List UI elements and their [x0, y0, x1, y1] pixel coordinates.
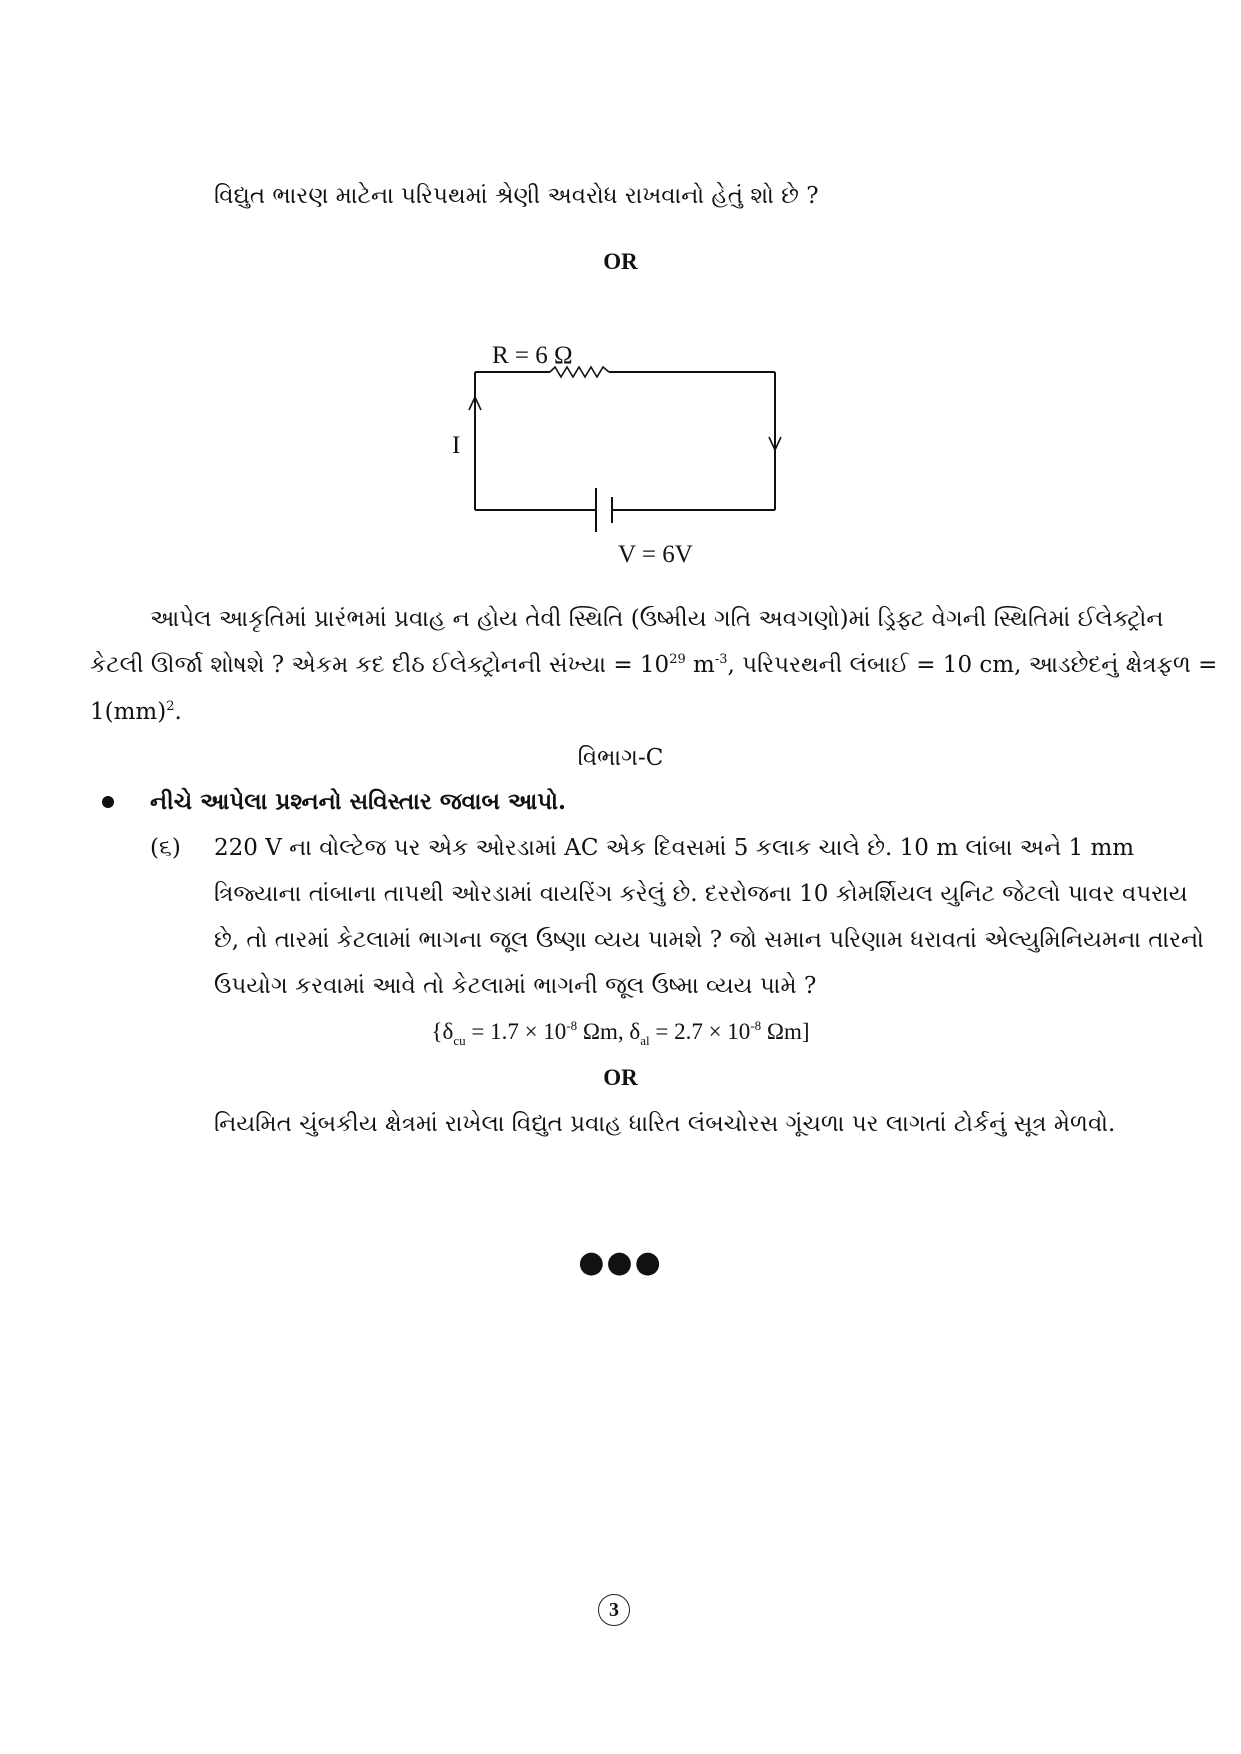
section-instruction: નીચે આપેલા પ્રશ્નનો સવિસ્તાર જવાબ આપો. — [150, 788, 566, 815]
question-text: વિદ્યુત ભારણ માટેના પરિપથમાં શ્રેણી અવરોધ રાખવાનો હેતું શો છે ? — [214, 183, 819, 209]
paragraph-line: આપેલ આકૃતિમાં પ્રારંભમાં પ્રવાહ ન હોય તેવી સ્થિતિ (ઉષ્મીય ગતિ અવગણો)માં ડ્રિફ્ટ વેગની સ્થિતિમાં ઈલેક્ટ્રોન — [150, 606, 1164, 632]
current-label: I — [452, 432, 461, 459]
section-title: વિભાગ-C — [577, 745, 664, 771]
voltage-label: V = 6V — [618, 541, 693, 565]
resistor-label: R = 6 Ω — [492, 342, 573, 369]
question-line: ત્રિજ્યાના તાંબાના તાપથી ઓરડામાં વાયરિંગ કરેલું છે. દરરોજના 10 કોમર્શિયલ યુનિટ જેટલો પાવર વપરાય — [214, 881, 1188, 907]
question-line: ઉપયોગ કરવામાં આવે તો કેટલામાં ભાગની જૂલ ઉષ્મા વ્યય પામે ? — [214, 973, 817, 999]
or-separator: OR — [603, 1065, 638, 1090]
paragraph-line: 1(mm)$^2$. — [90, 699, 182, 725]
end-marker: ●●● — [578, 1245, 663, 1280]
question-line: 220 V ના વોલ્ટેજ પર એક ઓરડામાં AC એક દિવસમાં 5 કલાક ચાલે છે. 10 m લાંબા અને 1 mm — [214, 835, 1135, 861]
question-line: છે, તો તારમાં કેટલામાં ભાગના જૂલ ઉષ્ણા વ્યય પામશે ? જો સમાન પરિણામ ધરાવતાં એલ્યુમિનિયમના તારનો — [214, 927, 1204, 953]
page-number: 3 — [598, 1594, 630, 1626]
bullet-icon — [102, 796, 114, 808]
question-number: (૬) — [150, 835, 181, 861]
question-text: નિયમિત ચુંબકીય ક્ષેત્રમાં રાખેલા વિદ્યુત પ્રવાહ ધારિત લંબચોરસ ગૂંચળા પર લાગતાં ટોર્કનું સૂત્ર મેળવો. — [214, 1111, 1116, 1137]
paragraph-line: કેટલી ઊર્જા શોષશે ? એકમ કદ દીઠ ઈલેક્ટ્રોનની સંખ્યા = $10^{29}$ $m^{-3}$, પરિપરથની લંબાઈ = 10 cm, આડછેદનું ક્ષેત્રફળ = — [90, 652, 1218, 678]
or-separator: OR — [603, 249, 638, 274]
resistivity-formula: {$\delta_{cu} = 1.7 \times 10^{-8}$ Ωm, $\delta_{al} = 2.7 \times 10^{-8}$ Ωm] — [431, 1018, 810, 1048]
circuit-diagram — [430, 325, 790, 565]
